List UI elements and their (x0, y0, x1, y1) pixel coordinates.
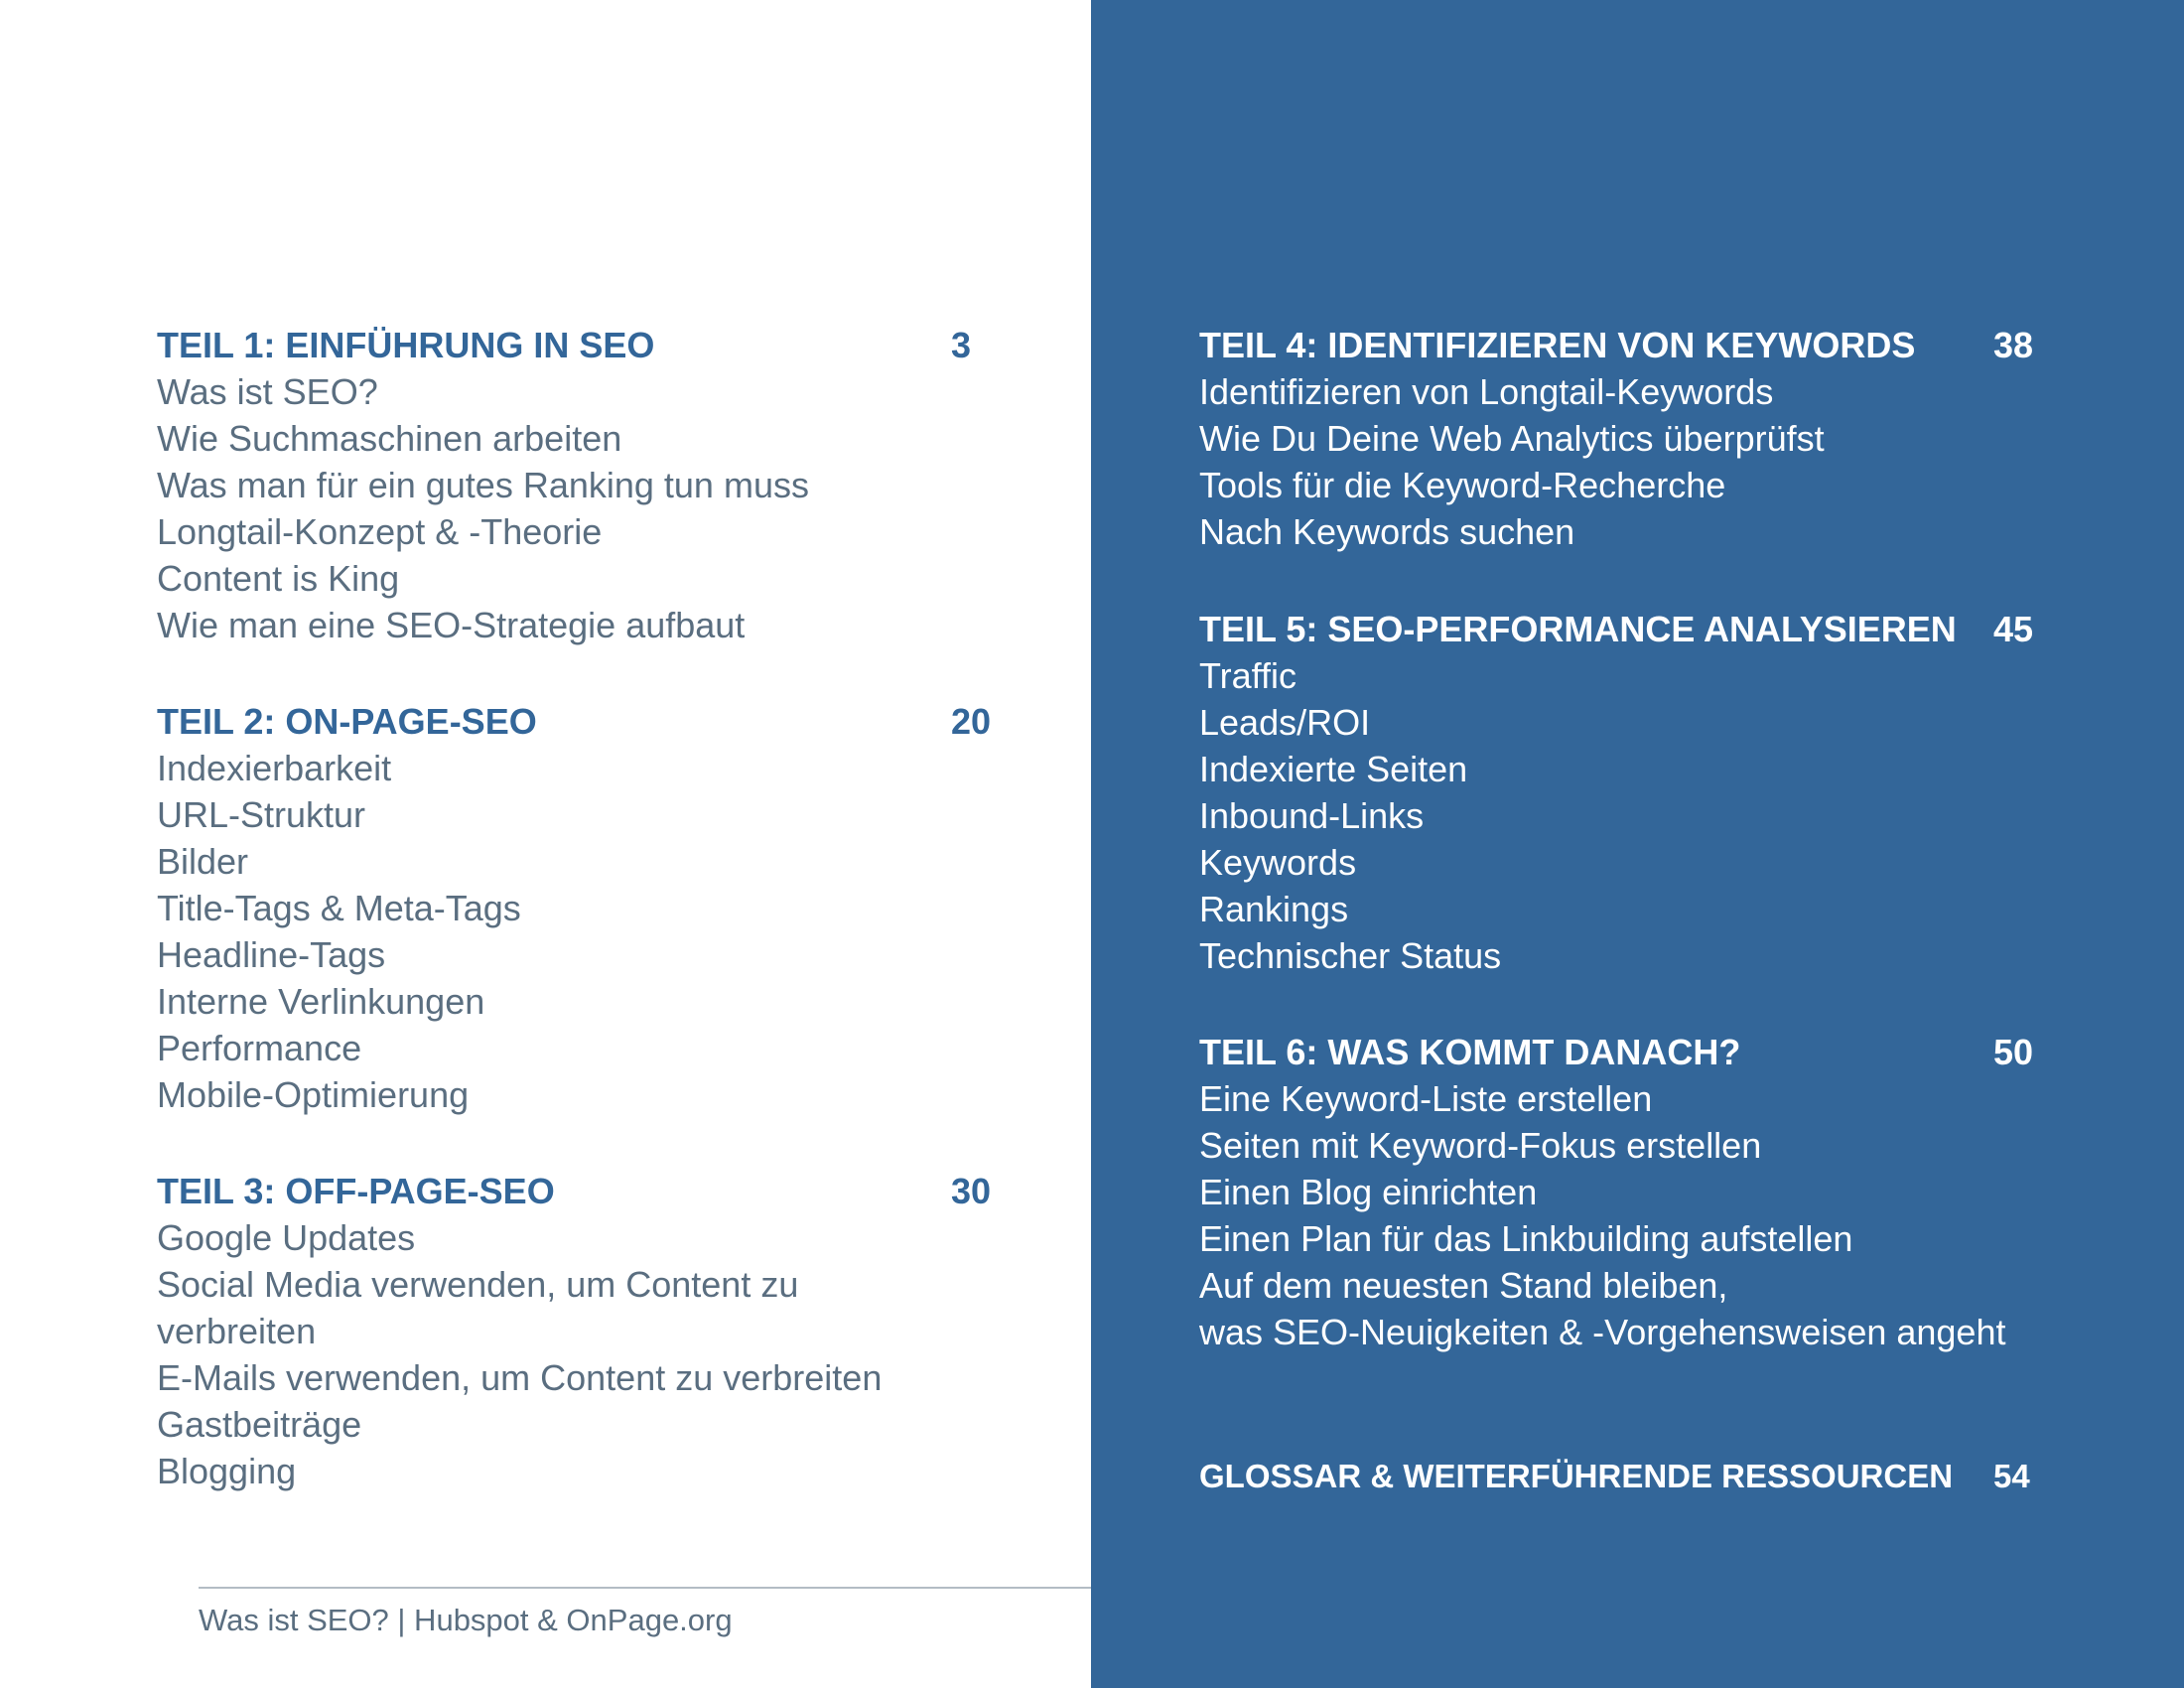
section-title: TEIL 2: ON-PAGE-SEO (157, 701, 537, 742)
toc-left-panel (0, 0, 1091, 1688)
toc-section-teil-5 (1199, 606, 2093, 979)
toc-heading[interactable] (1199, 1453, 2093, 1499)
toc-item[interactable]: E-Mails verwenden, um Content zu verbreiten (157, 1357, 883, 1398)
toc-item[interactable]: Mobile-Optimierung (157, 1074, 470, 1115)
toc-item[interactable]: Bilder (157, 841, 249, 882)
page-number: 45 (1993, 609, 2034, 649)
toc-item[interactable]: URL-Struktur (157, 794, 366, 835)
toc-item[interactable]: Performance (157, 1028, 362, 1068)
toc-heading[interactable] (157, 698, 1050, 745)
toc-item-list (157, 368, 1050, 648)
toc-item[interactable]: Indexierbarkeit (157, 748, 392, 788)
toc-item[interactable]: Inbound-Links (1199, 795, 1425, 836)
page-number: 54 (1993, 1458, 2030, 1494)
toc-item[interactable]: Content is King (157, 558, 400, 599)
toc-item[interactable]: Wie Du Deine Web Analytics überprüfst (1199, 418, 1825, 459)
toc-item[interactable]: Wie Suchmaschinen arbeiten (157, 418, 622, 459)
toc-item[interactable]: Tools für die Keyword-Recherche (1199, 465, 1726, 505)
page-number: 50 (1993, 1032, 2034, 1072)
toc-item[interactable]: Traffic (1199, 655, 1297, 696)
section-title: TEIL 4: IDENTIFIZIEREN VON KEYWORDS (1199, 325, 1916, 365)
section-title: GLOSSAR & WEITERFÜHRENDE RESSOURCEN (1199, 1458, 1954, 1494)
toc-item-list (1199, 1075, 2093, 1355)
toc-item-list (1199, 368, 2093, 555)
page-number: 20 (951, 701, 992, 742)
toc-section-teil-1 (157, 322, 1050, 648)
toc-item[interactable]: Wie man eine SEO-Strategie aufbaut (157, 605, 746, 645)
toc-item[interactable]: Headline-Tags (157, 934, 386, 975)
toc-item[interactable]: Indexierte Seiten (1199, 749, 1468, 789)
toc-item[interactable]: Rankings (1199, 889, 1349, 929)
page-number: 38 (1993, 325, 2034, 365)
footer-divider (199, 1587, 1091, 1589)
toc-item[interactable]: Blogging (157, 1451, 297, 1491)
toc-item[interactable]: Nach Keywords suchen (1199, 511, 1575, 552)
section-title: TEIL 6: WAS KOMMT DANACH? (1199, 1032, 1741, 1072)
toc-item[interactable]: Google Updates (157, 1217, 416, 1258)
toc-item[interactable]: Identifizieren von Longtail-Keywords (1199, 371, 1774, 412)
section-title: TEIL 1: EINFÜHRUNG IN SEO (157, 325, 655, 365)
toc-item[interactable]: Einen Blog einrichten (1199, 1172, 1538, 1212)
toc-item[interactable]: Social Media verwenden, um Content zu (157, 1264, 799, 1305)
toc-item[interactable]: Leads/ROI (1199, 702, 1371, 743)
page-number: 30 (951, 1171, 992, 1211)
section-title: TEIL 3: OFF-PAGE-SEO (157, 1171, 555, 1211)
toc-item[interactable]: Gastbeiträge (157, 1404, 362, 1445)
toc-section-glossar (1199, 1453, 2093, 1499)
toc-item[interactable]: Longtail-Konzept & -Theorie (157, 511, 603, 552)
toc-item[interactable]: Title-Tags & Meta-Tags (157, 888, 521, 928)
toc-item[interactable]: Keywords (1199, 842, 1357, 883)
toc-item-list (1199, 652, 2093, 979)
toc-section-teil-6 (1199, 1029, 2093, 1355)
toc-heading[interactable] (1199, 322, 2093, 368)
footer-text: Was ist SEO? | Hubspot & OnPage.org (199, 1603, 733, 1637)
toc-section-teil-3 (157, 1168, 1050, 1494)
toc-item-continuation[interactable]: was SEO-Neuigkeiten & -Vorgehensweisen angeht (1199, 1312, 2006, 1352)
section-title: TEIL 5: SEO-PERFORMANCE ANALYSIEREN (1199, 609, 1957, 649)
toc-item-continuation[interactable]: verbreiten (157, 1311, 317, 1351)
toc-heading[interactable] (157, 322, 1050, 368)
toc-item[interactable]: Einen Plan für das Linkbuilding aufstellen (1199, 1218, 1853, 1259)
toc-section-teil-2 (157, 698, 1050, 1118)
toc-heading[interactable] (157, 1168, 1050, 1214)
toc-item[interactable]: Technischer Status (1199, 935, 1502, 976)
toc-item-list (157, 745, 1050, 1118)
toc-section-teil-4 (1199, 322, 2093, 555)
toc-item[interactable]: Auf dem neuesten Stand bleiben, (1199, 1265, 1728, 1306)
toc-item[interactable]: Eine Keyword-Liste erstellen (1199, 1078, 1653, 1119)
page-number: 3 (951, 325, 972, 365)
toc-item-list (157, 1214, 1050, 1494)
toc-item[interactable]: Was ist SEO? (157, 371, 378, 412)
toc-item[interactable]: Seiten mit Keyword-Fokus erstellen (1199, 1125, 1762, 1166)
toc-heading[interactable] (1199, 1029, 2093, 1075)
toc-item[interactable]: Interne Verlinkungen (157, 981, 485, 1022)
toc-item[interactable]: Was man für ein gutes Ranking tun muss (157, 465, 809, 505)
toc-heading[interactable] (1199, 606, 2093, 652)
